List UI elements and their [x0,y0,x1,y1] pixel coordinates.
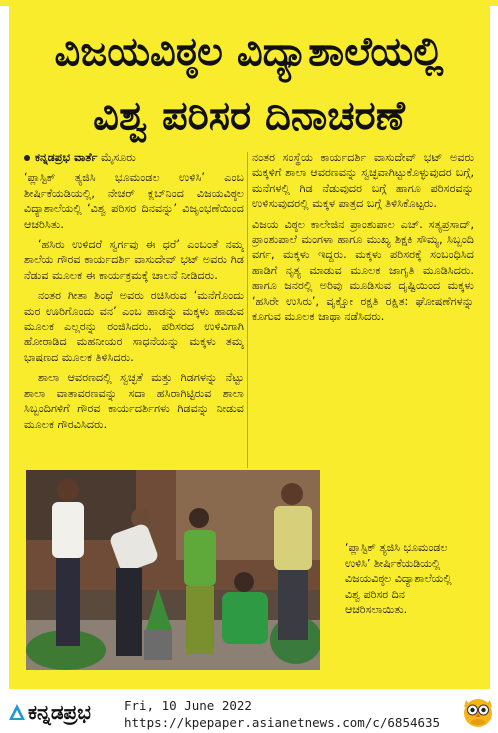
photo-caption: ‘ಪ್ಲಾಸ್ಟಿಕ್ ತ್ಯಜಿಸಿ ಭೂಮಂಡಲ ಉಳಿಸಿ’ ಶೀರ್ಷಿಕೆಯಡಿಯಲ್ಲಿ ವಿಜಯವಿಠ್ಠಲ ವಿದ್ಯಾಶಾಲೆಯಲ್ಲಿ ವಿಶ್ವ ಪರಿಸರ ದಿನ ಆಚರಿಸಲಾಯಿತು. [345,541,452,616]
article-url[interactable]: https://kpepaper.asianetnews.com/c/6854635 [124,715,441,730]
article-right-column [252,150,474,470]
column-divider [247,152,248,468]
article-paragraph: ‘ಪ್ಲಾಸ್ಟಿಕ್ ತ್ಯಜಿಸಿ ಭೂಮಂಡಲ ಉಳಿಸಿ’ ಎಂಬ ಶೀರ್ಷಿಕೆಯಡಿಯಲ್ಲಿ, ನೇಚರ್ ಕ್ಲಬ್‌ನಿಂದ ವಿಜಯವಿಠ್ಠಲ ವಿದ್ಯಾಶಾಲೆಯಲ್ಲಿ ‘ವಿಶ್ವ ಪರಿಸರ ದಿನವನ್ನು’ ವಿಜೃಂಭಣೆಯಿಂದ ಆಚರಿಸಿತು. [24,171,244,231]
article-paragraph: ವಿಜಯ ವಿಠ್ಠಲ ಕಾಲೇಜಿನ ಪ್ರಾಂಶುಪಾಲ ಎಚ್. ಸತ್ಯಪ್ರಸಾದ್, ಪ್ರಾಂಶುಪಾಲೆ ಮಂಗಳಾ ಹಾಗೂ ಮುಖ್ಯ ಶಿಕ್ಷಕಿ ಸೌಮ್ಯ, ಸಿಬ್ಬಂದಿ ವರ್ಗ, ಮಕ್ಕಳು ಇದ್ದರು. ಮಕ್ಕಳು ಪರಿಸರಕ್ಕೆ ಸಂಬಂಧಿಸಿದ ಹಾಡಿಗೆ ನೃತ್ಯ ಮಾಡುವ ಮೂಲಕ ಜಾಗೃತಿ ಮೂಡಿಸಿದರು. ಹಾಗೂ ಜನರಲ್ಲಿ ಅರಿವು ಮೂಡಿಸುವ ದೃಷ್ಟಿಯಿಂದ ಮಕ್ಕಳು ‘ಹಸಿರೇ ಉಸಿರು’, ವೃಕ್ಷೋ ರಕ್ಷತಿ ರಕ್ಷಿತ: ಘೋಷಣೆಗಳನ್ನು ಕೂಗುವ ಮೂಲಕ ಜಾಥಾ ನಡೆಸಿದರು. [252,217,474,324]
article-paragraph: ಶಾಲಾ ಆವರಣದಲ್ಲಿ ಸ್ವಚ್ಛತೆ ಮತ್ತು ಗಿಡಗಳನ್ನು ನೆಟ್ಟು ಶಾಲಾ ವಾತಾವರಣವನ್ನು ಸದಾ ಹಸಿರಾಗಿಟ್ಟಿರುವ ಶಾಲಾ ಸಿಬ್ಬಂದಿಗಳಿಗೆ ಗೌರವ ಕಾರ್ಯದರ್ಶಿಗಳು ಗಿಡವನ್ನು ನೀಡುವ ಮೂಲಕ ಗೌರವಿಸಿದರು. [24,371,244,431]
article-paragraph: ನಂತರ ಸಂಸ್ಥೆಯ ಕಾರ್ಯದರ್ಶಿ ವಾಸುದೇವ್ ಭಟ್ ಅವರು ಮಕ್ಕಳಿಗೆ ಶಾಲಾ ಆವರಣವನ್ನು ಸ್ವಚ್ಛವಾಗಿಟ್ಟುಕೊಳ್ಳುವುದರ ಬಗ್ಗೆ, ಮನೆಗಳಲ್ಲಿ ಗಿಡ ನೆಡುವುದರ ಬಗ್ಗೆ ಹಾಗೂ ಪರಿಸರವನ್ನು ಉಳಿಸುವುದರಲ್ಲಿ ಮಕ್ಕಳ ಪಾತ್ರದ ಬಗ್ಗೆ ತಿಳಿಸಿಕೊಟ್ಟರು. [252,151,474,211]
headline-line-1: ವಿಜಯವಿಠ್ಠಲ ವಿದ್ಯಾಶಾಲೆಯಲ್ಲಿ [54,29,444,75]
article-paragraph: ‘ಹಸಿರು ಉಳಿದರೆ ಸ್ವರ್ಗವು ಈ ಧರೆ’ ಎಂಬಂತೆ ನಮ್ಮ ಶಾಲೆಯ ಗೌರವ ಕಾರ್ಯದರ್ಶಿ ವಾಸುದೇವ್ ಭಟ್ ಅವರು ಗಿಡ ನೆಡುವ ಮೂಲಕ ಈ ಕಾರ್ಯಕ್ರಮಕ್ಕೆ ಚಾಲನೆ ನೀಡಿದರು. [24,238,244,282]
bullet-icon [24,155,30,161]
byline-place: ಮೈಸೂರು [100,151,136,164]
event-photo-illustration [26,470,320,670]
article-paragraph: ನಂತರ ಗೀತಾ ಶಿಂಧೆ ಅವರು ರಚಿಸಿರುವ ‘ಮನೆಗೊಂದು ಮರ ಊರಿಗೊಂದು ವನ’ ಎಂಬ ಹಾಡನ್ನು ಮಕ್ಕಳು ಹಾಡುವ ಮೂಲಕ ಎಲ್ಲರನ್ನು ರಂಜಿಸಿದರು. ಪರಿಸರದ ಉಳಿವಿಗಾಗಿ ಹೋರಾಡಿದ ಮಹನೀಯರ ಸಾಧನೆಯನ್ನು ಮಕ್ಕಳು ತಮ್ಮ ಭಾಷಣದ ಮೂಲಕ ತಿಳಿಸಿದರು. [24,289,244,364]
byline-source: ಕನ್ನಡಪ್ರಭ ವಾರ್ತೆ [35,151,98,164]
byline [24,150,244,165]
event-photo [26,470,320,670]
article-left-column [24,150,244,470]
kannadaprabha-logo[interactable] [8,700,91,724]
headline-line-2: ವಿಶ್ವ ಪರಿಸರ ದಿನಾಚರಣೆ [93,93,405,139]
logo-mark-icon [8,703,26,721]
footer-meta [124,697,440,731]
owl-mascot-icon [462,694,494,728]
logo-text: ಕನ್ನಡಪ್ರಭ [28,700,91,724]
edition-date: Fri, 10 June 2022 [124,698,252,713]
